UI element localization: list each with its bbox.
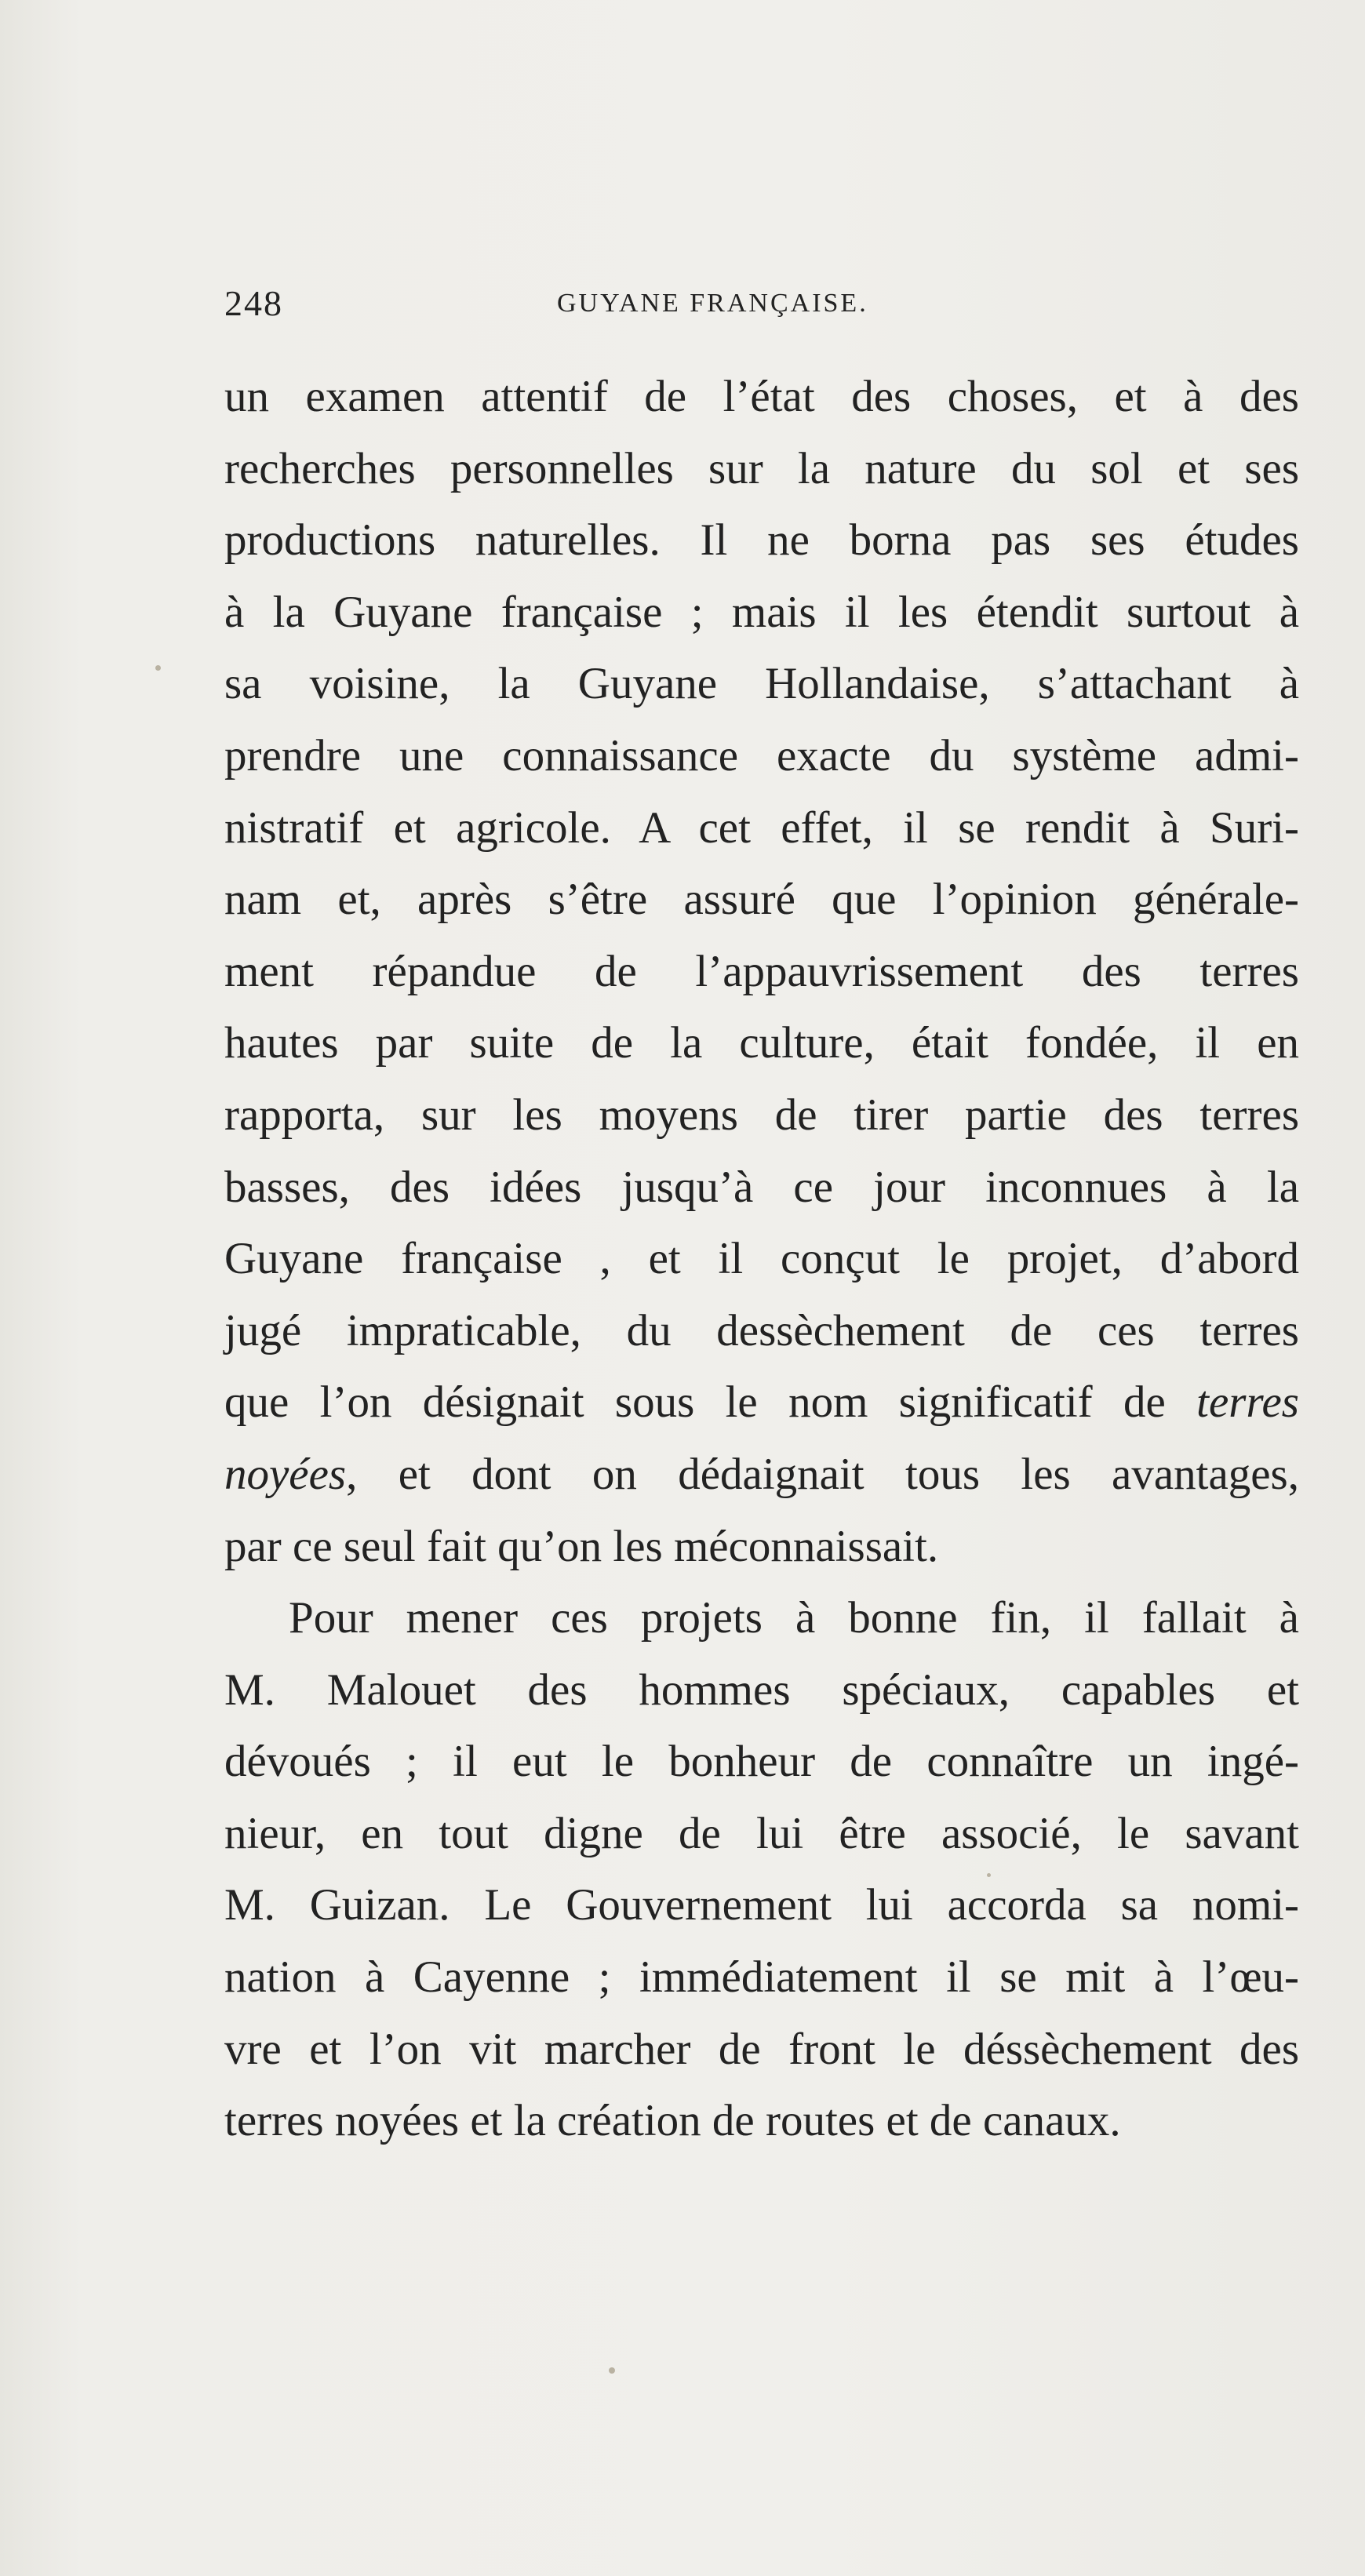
italic-term: noyées <box>224 1449 347 1499</box>
text-line: vre et l’on vit marcher de front le déssèchement des <box>224 2024 1299 2074</box>
text-line: productions naturelles. Il ne borna pas ses études <box>224 515 1299 566</box>
text-line: par ce seul fait qu’on les méconnaissait. <box>224 1521 939 1571</box>
text-line: basses, des idées jusqu’à ce jour inconnues à la <box>224 1162 1299 1212</box>
text-line <box>224 1366 1299 1439</box>
running-title: GUYANE FRANÇAISE. <box>557 289 868 318</box>
text-segment: que l’on désignait sous le nom significatif de <box>224 1377 1197 1428</box>
text-line: sa voisine, la Guyane Hollandaise, s’attachant à <box>224 659 1299 709</box>
body-text <box>224 361 1299 2157</box>
text-segment: , et dont on dédaignait tous les avantages, <box>346 1449 1299 1499</box>
text-line: rapporta, sur les moyens de tirer partie des terres <box>224 1090 1299 1140</box>
text-line: à la Guyane française ; mais il les étendit surtout à <box>224 587 1299 637</box>
text-line: dévoués ; il eut le bonheur de connaître un ingé- <box>224 1737 1299 1787</box>
text-line: prendre une connaissance exacte du système admi- <box>224 730 1299 780</box>
text-line: un examen attentif de l’état des choses, et à des <box>224 372 1299 421</box>
text-line: nistratif et agricole. A cet effet, il se rendit à Suri- <box>224 802 1299 853</box>
text-line: hautes par suite de la culture, était fondée, il en <box>224 1018 1299 1068</box>
text-line: nation à Cayenne ; immédiatement il se mit à l’œu- <box>224 1952 1299 2003</box>
text-line: nieur, en tout digne de lui être associé, le savant <box>224 1808 1299 1858</box>
text-line: terres noyées et la création de routes et de canaux. <box>224 2096 1121 2146</box>
text-line: nam et, après s’être assuré que l’opinion générale- <box>224 875 1299 925</box>
text-line: ment répandue de l’appauvrissement des terres <box>224 946 1299 996</box>
text-line: M. Guizan. Le Gouvernement lui accorda sa nomi- <box>224 1880 1299 1930</box>
text-line: recherches personnelles sur la nature du sol et ses <box>224 443 1299 493</box>
italic-term: terres <box>1196 1377 1299 1428</box>
running-head <box>224 282 1299 329</box>
paper-speck <box>155 665 161 671</box>
text-line <box>224 1439 1299 1511</box>
text-line: Pour mener ces projets à bonne fin, il fallait à <box>289 1593 1299 1643</box>
text-line: Guyane française , et il conçut le projet, d’abord <box>224 1234 1299 1284</box>
page-number: 248 <box>224 283 283 323</box>
text-line: M. Malouet des hommes spéciaux, capables et <box>224 1665 1299 1715</box>
paper-speck <box>987 1873 991 1877</box>
paper-speck <box>609 2367 615 2374</box>
text-line: jugé impraticable, du dessèchement de ces terres <box>224 1305 1299 1355</box>
